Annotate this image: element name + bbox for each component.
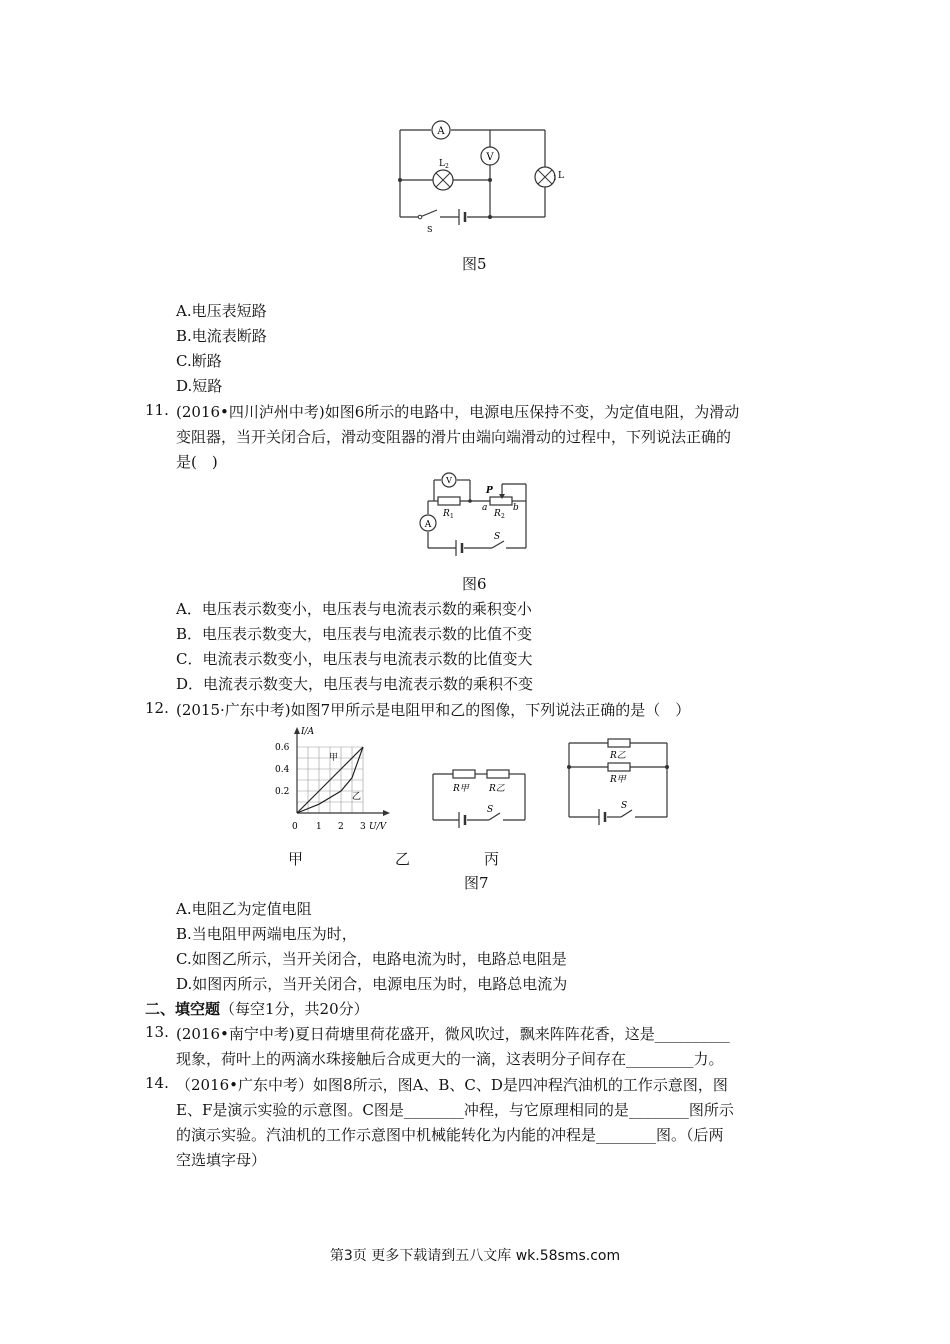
- fig7-parallel-r-yi: R乙: [610, 751, 626, 761]
- lamp-l2-symbol: [433, 159, 453, 190]
- fig6-r1-label: R: [443, 509, 450, 519]
- figure-7-parallel-circuit: [563, 735, 675, 829]
- fig6-r1-sub: 1: [450, 513, 454, 520]
- q12-text: (2015·广东中考)如图7甲所示是电阻甲和乙的图像，下列说法正确的是（ ）: [176, 701, 691, 719]
- figure-6-circuit: [414, 472, 536, 558]
- q12-option-c: C.如图乙所示，当开关闭合，电路电流为时，电路总电阻是: [176, 950, 567, 968]
- q12-option-a: A.电阻乙为定值电阻: [176, 900, 312, 918]
- switch-label: S: [427, 225, 433, 234]
- q10-option-d: D.短路: [176, 377, 223, 395]
- q13-line-1: (2016•南宁中考)夏日荷塘里荷花盛开，微风吹过，飘来阵阵花香，这是__________: [176, 1025, 730, 1043]
- q11-option-b: B．电压表示数变大，电压表与电流表示数的比值不变: [176, 625, 533, 643]
- q13-number: 13.: [145, 1023, 169, 1041]
- fig6-b-label: b: [513, 503, 519, 513]
- fig7-parallel-r-jia: R甲: [610, 775, 626, 785]
- fig7-series-r-jia: R甲: [453, 784, 469, 794]
- q12-number: 12.: [145, 699, 169, 717]
- figure-7-graph: [272, 725, 396, 835]
- graph-curve-yi-label: 乙: [352, 792, 362, 802]
- q11-option-c: C．电流表示数变小，电压表与电流表示数的比值变大: [176, 650, 533, 668]
- fig6-switch-label: S: [494, 532, 501, 542]
- figure-7-series-circuit: [425, 760, 533, 832]
- q11-line-2: 变阻器，当开关闭合后，滑动变阻器的滑片由端向端滑动的过程中，下列说法正确的: [176, 428, 732, 446]
- q14-line-3: 的演示实验。汽油机的工作示意图中机械能转化为内能的冲程是________图。（后两: [176, 1126, 724, 1144]
- figure-7-caption: 图7: [464, 874, 489, 892]
- q12-option-b: B.当电阻甲两端电压为时，: [176, 925, 357, 943]
- q11-option-d: D．电流表示数变大，电压表与电流表示数的乘积不变: [176, 675, 534, 693]
- q14-line-2: E、F是演示实验的示意图。C图是________冲程，与它原理相同的是________图所示: [176, 1101, 734, 1119]
- voltmeter-label: V: [486, 152, 494, 163]
- x-tick-label: 2: [338, 822, 344, 832]
- section-2-title: 二、填空题: [145, 1000, 221, 1018]
- fig7-series-r-yi: R乙: [489, 784, 505, 794]
- q11-option-a: A．电压表示数变小，电压表与电流表示数的乘积变小: [176, 600, 532, 618]
- voltmeter-symbol-fig6: [442, 473, 456, 487]
- q14-line-1: （2016•广东中考）如图8所示，图A、B、C、D是四冲程汽油机的工作示意图，图: [176, 1076, 728, 1094]
- ammeter-label: A: [437, 126, 445, 137]
- lamp-l2-sub: 2: [445, 163, 449, 170]
- fig6-voltmeter-label: V: [446, 476, 452, 485]
- section-2-heading: [145, 998, 369, 1019]
- figure-7-subcaption-jia: 甲: [288, 850, 304, 868]
- figure-6-caption: 图6: [462, 575, 487, 593]
- ammeter-symbol: [432, 121, 450, 139]
- fig6-p-label: P: [486, 486, 493, 496]
- section-2-note: （每空1分，共20分）: [220, 1000, 369, 1018]
- q11-line-1: (2016•四川泸州中考)如图6所示的电路中，电源电压保持不变，为定值电阻，为滑动: [176, 403, 740, 421]
- graph-xlabel: U/V: [369, 822, 387, 832]
- figure-7-subcaption-bing: 丙: [484, 850, 500, 868]
- q12-option-d: D.如图丙所示，当开关闭合，电源电压为时，电路总电流为: [176, 975, 568, 993]
- fig6-r2-sub: 2: [501, 513, 505, 520]
- q10-option-a: A.电压表短路: [176, 302, 267, 320]
- y-tick-label: 0.4: [275, 765, 290, 775]
- graph-curve-jia-label: 甲: [329, 753, 339, 763]
- q11-number: 11.: [145, 401, 169, 419]
- graph-ylabel: I/A: [301, 727, 315, 737]
- lamp-l1-label: L: [558, 171, 564, 181]
- voltmeter-symbol: [481, 147, 499, 165]
- ammeter-symbol-fig6: [420, 515, 436, 531]
- q14-line-4: 空选填字母）: [176, 1151, 267, 1169]
- fig6-a-label: a: [482, 503, 488, 513]
- graph-origin: 0: [292, 822, 298, 832]
- x-tick-label: 3: [360, 822, 366, 832]
- y-tick-label: 0.6: [275, 743, 290, 753]
- lamp-l1-sub: 1: [553, 175, 557, 182]
- fig6-r2-label: R: [494, 509, 501, 519]
- lamp-l1-symbol: [535, 167, 564, 187]
- q10-option-c: C.断路: [176, 352, 222, 370]
- figure-7-subcaption-yi: 乙: [395, 850, 411, 868]
- figure-5-caption: 图5: [462, 255, 487, 273]
- lamp-l2-label: L: [439, 159, 445, 169]
- x-tick-label: 1: [316, 822, 322, 832]
- q10-option-b: B.电流表断路: [176, 327, 267, 345]
- fig7-parallel-switch: S: [621, 801, 628, 811]
- q11-line-3: 是( ): [176, 453, 218, 471]
- figure-5-circuit: [395, 120, 564, 240]
- q14-number: 14.: [145, 1074, 169, 1092]
- y-tick-label: 0.2: [275, 787, 290, 797]
- fig7-series-switch: S: [487, 805, 494, 815]
- page-footer: 第3页 更多下载请到五八文库 wk.58sms.com: [329, 1248, 621, 1264]
- fig6-ammeter-label: A: [424, 520, 432, 530]
- q13-line-2: 现象，荷叶上的两滴水珠接触后合成更大的一滴，这表明分子间存在_________力。: [176, 1050, 724, 1068]
